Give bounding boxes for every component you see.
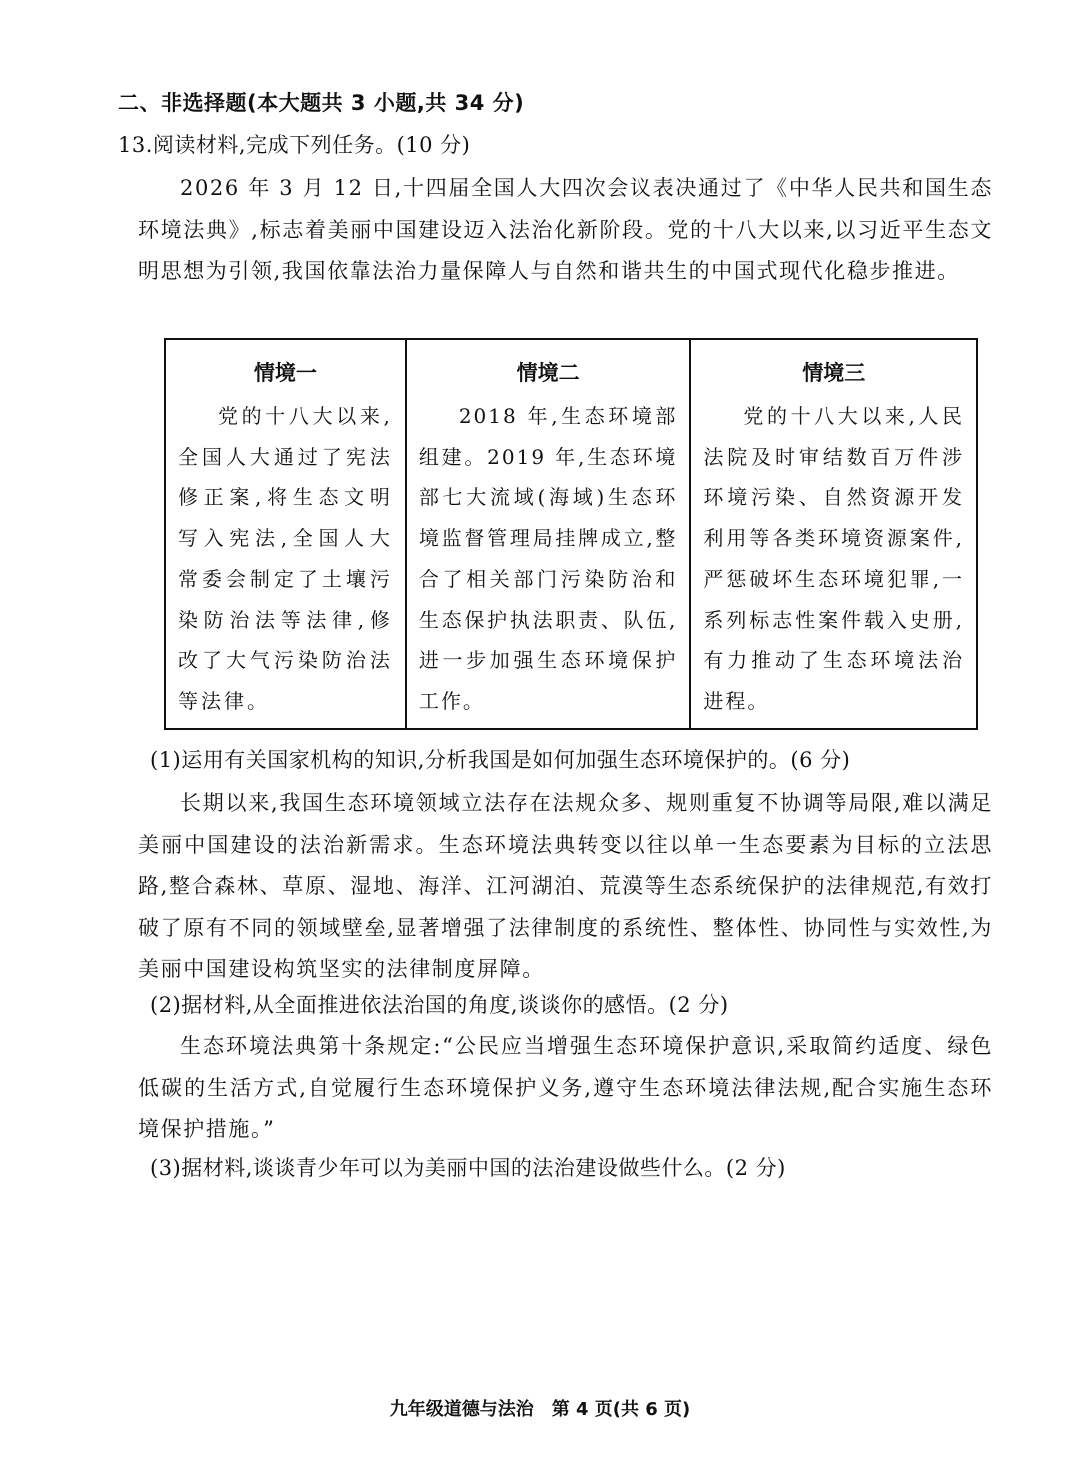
sub-question-3: (3)据材料,谈谈青少年可以为美丽中国的法治建设做些什么。(2 分)	[150, 1156, 786, 1180]
scenario-column-1	[166, 340, 405, 728]
scenario-text: 党的十八大以来,人民法院及时审结数百万件涉环境污染、自然资源开发利用等各类环境资源案件,严惩破坏生态环境犯罪,一系列标志性案件载入史册,有力推动了生态环境法治进程。	[703, 404, 964, 713]
scenario-text: 党的十八大以来,全国人大通过了宪法修正案,将生态文明写入宪法,全国人大常委会制定了土壤污染防治法等法律,修改了大气污染防治法等法律。	[178, 404, 393, 713]
scenario-title: 情境二	[516, 361, 580, 385]
question-heading: 13.阅读材料,完成下列任务。(10 分)	[118, 133, 471, 157]
sub-question-1: (1)运用有关国家机构的知识,分析我国是如何加强生态环境保护的。(6 分)	[150, 748, 851, 772]
scenario-table	[164, 338, 978, 730]
intro-paragraph: 2026 年 3 月 12 日,十四届全国人大四次会议表决通过了《中华人民共和国生态环境法典》,标志着美丽中国建设迈入法治化新阶段。党的十八大以来,以习近平生态文明思想为引领,我国依靠法治力量保障人与自然和谐共生的中国式现代化稳步推进。	[138, 176, 993, 283]
scenario-column-3	[689, 340, 976, 728]
material-paragraph-2: 长期以来,我国生态环境领域立法存在法规众多、规则重复不协调等局限,难以满足美丽中国建设的法治新需求。生态环境法典转变以往以单一生态要素为目标的立法思路,整合森林、草原、湿地、海洋、江河湖泊、荒漠等生态系统保护的法律规范,有效打破了原有不同的领域壁垒,显著增强了法律制度的系统性、整体性、协同性与实效性,为美丽中国建设构筑坚实的法律制度屏障。	[138, 791, 993, 981]
scenario-text: 2018 年,生态环境部组建。2019 年,生态环境部七大流域(海域)生态环境监督管理局挂牌成立,整合了相关部门污染防治和生态保护执法职责、队伍,进一步加强生态环境保护工作。	[418, 404, 678, 713]
material-paragraph-3: 生态环境法典第十条规定:“公民应当增强生态环境保护意识,采取简约适度、绿色低碳的生活方式,自觉履行生态环境保护义务,遵守生态环境法律法规,配合实施生态环境保护措施。”	[138, 1034, 993, 1141]
sub-question-2: (2)据材料,从全面推进依法治国的角度,谈谈你的感悟。(2 分)	[150, 993, 729, 1017]
section-title: 二、非选择题(本大题共 3 小题,共 34 分)	[118, 91, 525, 115]
page-footer: 九年级道德与法治 第 4 页(共 6 页)	[389, 1399, 691, 1420]
scenario-title: 情境三	[802, 361, 866, 385]
scenario-column-2	[405, 340, 690, 728]
scenario-title: 情境一	[253, 361, 317, 385]
